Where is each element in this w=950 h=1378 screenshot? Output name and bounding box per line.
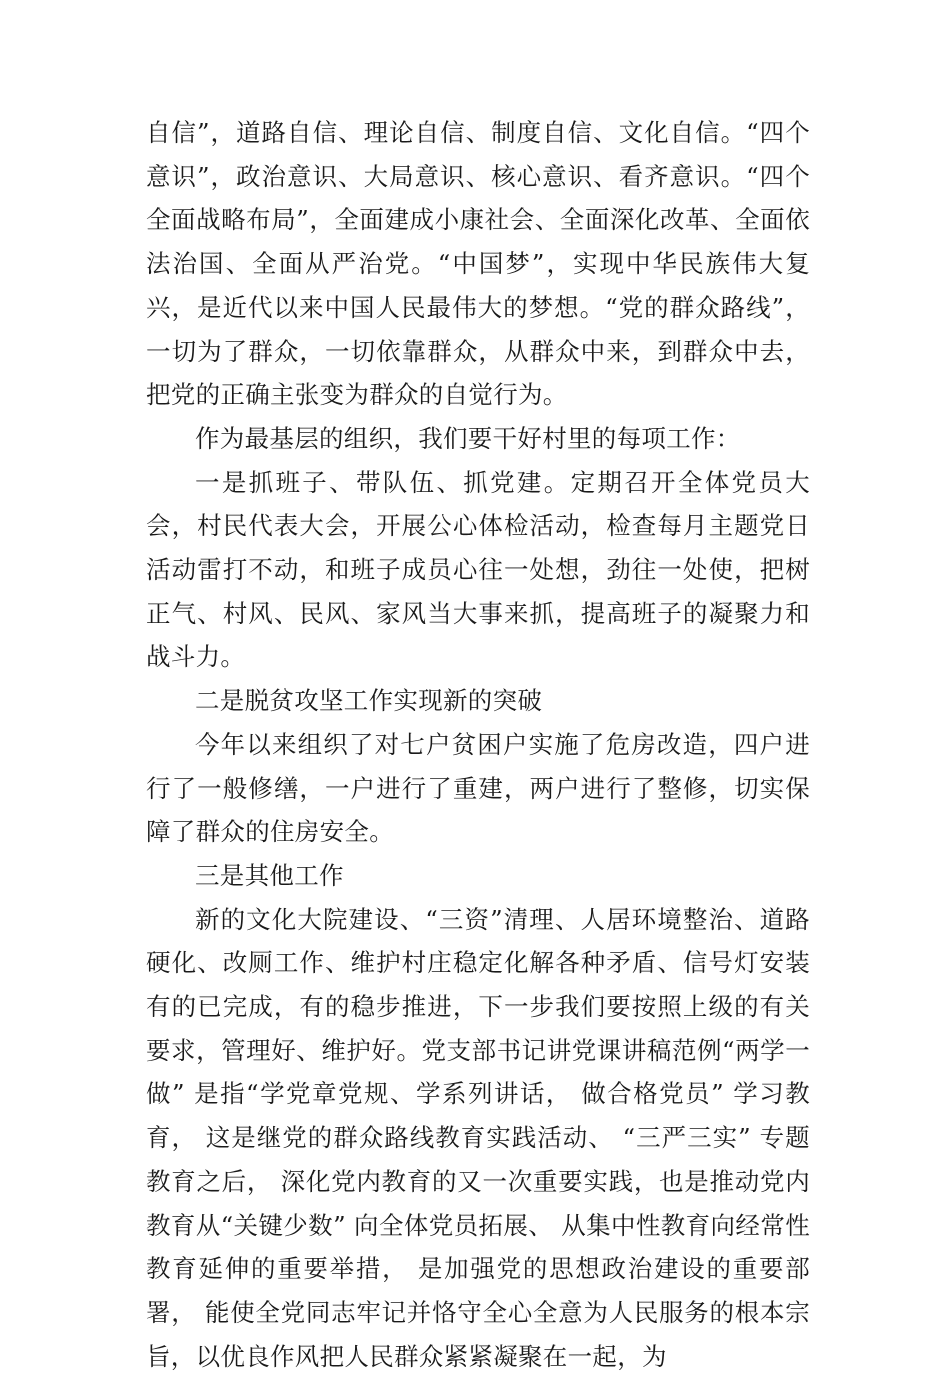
paragraph-continuation: 自信”，道路自信、理论自信、制度自信、文化自信。“四个意识”，政治意识、大局意识、核心意识、看齐意识。“四个全面战略布局”，全面建成小康社会、全面深化改革、全面依法治国、全面从严治党。“中国梦”，实现中华民族伟大复兴，是近代以来中国人民最伟大的梦想。“党的群众路线”，一切为了群众，一切依靠群众，从群众中来，到群众中去，把党的正确主张变为群众的自觉行为。 [146, 118, 810, 410]
paragraph-point-three-body: 新的文化大院建设、“三资”清理、人居环境整治、道路硬化、改厕工作、维护村庄稳定化解各种矛盾、信号灯安装有的已完成，有的稳步推进，下一步我们要按照上级的有关要求，管理好、维护好。党支部书记讲党课讲稿范例“两学一做” 是指“学党章党规、学系列讲话， 做合格党员” 学习教育， 这是继党的群众路线教育实践活动、 “三严三实” 专题教育之后， 深化党内教育的又一次重要实践，也是推动党内教育从“关键少数” 向全体党员拓展、 从集中性教育向经常性教育延伸的重要举措， 是加强党的思想政治建设的重要部署， 能使全党同志牢记并恪守全心全意为人民服务的根本宗旨，以优良作风把人民群众紧紧凝聚在一起，为 [146, 904, 810, 1371]
document-body [146, 111, 810, 1378]
paragraph-intro: 作为最基层的组织，我们要干好村里的每项工作： [195, 423, 741, 453]
paragraph-point-three-heading: 三是其他工作 [195, 860, 344, 890]
paragraph-point-two-body: 今年以来组织了对七户贫困户实施了危房改造，四户进行了一般修缮，一户进行了重建，两户进行了整修，切实保障了群众的住房安全。 [146, 729, 810, 847]
paragraph-point-two-heading: 二是脱贫攻坚工作实现新的突破 [195, 686, 543, 716]
paragraph-point-one: 一是抓班子、带队伍、抓党建。定期召开全体党员大会，村民代表大会，开展公心体检活动，检查每月主题党日活动雷打不动，和班子成员心往一处想，劲往一处使，把树正气、村风、民风、家风当大事来抓，提高班子的凝聚力和战斗力。 [146, 467, 810, 672]
